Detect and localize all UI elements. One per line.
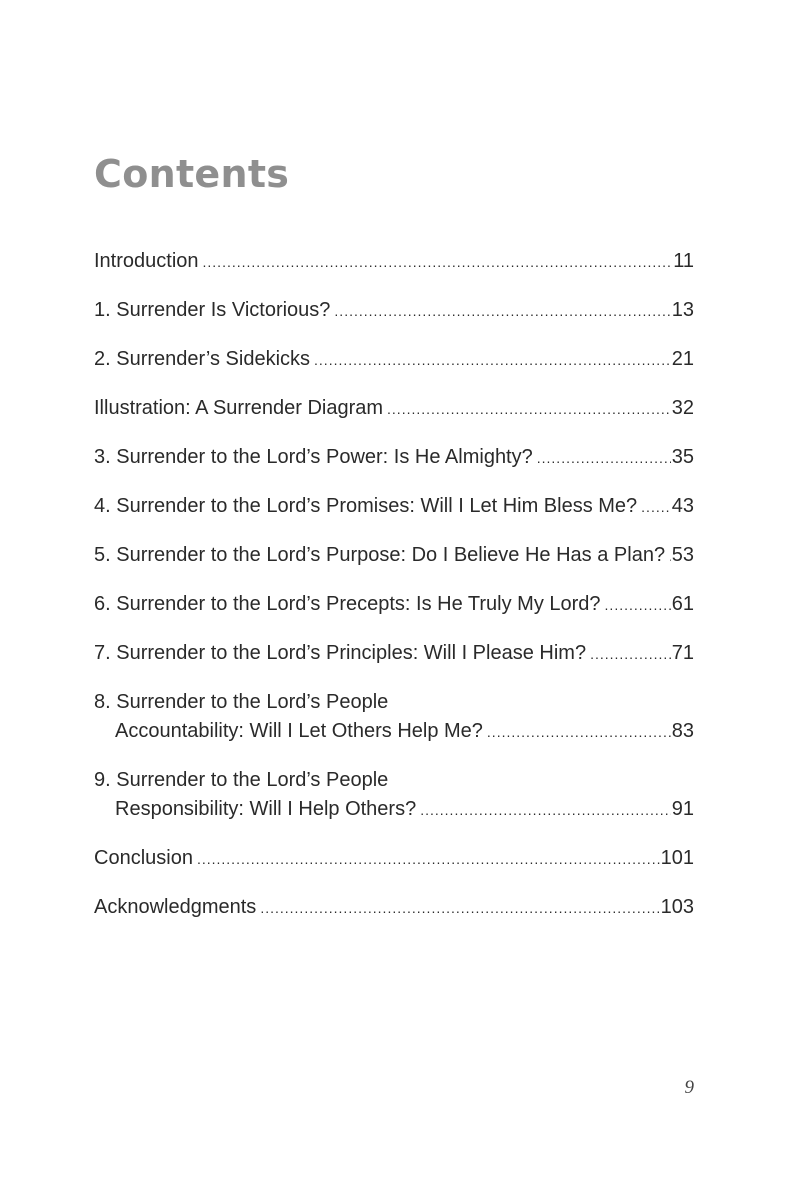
toc-entry-chapter-8[interactable] — [94, 688, 694, 747]
toc-entry-chapter-2[interactable] — [94, 345, 694, 375]
toc-entry-page: 71 — [671, 642, 694, 664]
contents-heading: Contents — [94, 152, 290, 196]
dot-leader — [487, 718, 671, 747]
toc-entry-title: 6. Surrender to the Lord’s Precepts: Is He Truly My Lord? — [94, 593, 601, 615]
dot-leader — [260, 894, 659, 923]
dot-leader — [420, 796, 671, 825]
dot-leader — [590, 640, 671, 669]
toc-entry-page: 21 — [671, 348, 694, 370]
toc-entry-page: 61 — [671, 593, 694, 615]
dot-leader — [334, 297, 670, 326]
toc-entry-page: 43 — [671, 495, 694, 517]
toc-entry-chapter-7[interactable] — [94, 639, 694, 669]
dot-leader — [387, 395, 671, 424]
toc-entry-title: 2. Surrender’s Sidekicks — [94, 348, 311, 370]
toc-entry-page: 53 — [671, 544, 694, 566]
toc-entry-acknowledgments[interactable] — [94, 893, 694, 923]
dot-leader — [669, 542, 671, 571]
toc-entry-title: 1. Surrender Is Victorious? — [94, 299, 331, 321]
dot-leader — [197, 845, 660, 874]
toc-entry-introduction[interactable] — [94, 247, 694, 277]
toc-entry-title: 7. Surrender to the Lord’s Principles: Will I Please Him? — [94, 642, 587, 664]
toc-entry-chapter-3[interactable] — [94, 443, 694, 473]
toc-entry-chapter-6[interactable] — [94, 590, 694, 620]
toc-entry-title: 5. Surrender to the Lord’s Purpose: Do I Believe He Has a Plan? — [94, 544, 666, 566]
dot-leader — [314, 346, 671, 375]
toc-entry-page: 32 — [671, 397, 694, 419]
toc-entry-chapter-4[interactable] — [94, 492, 694, 522]
toc-entry-chapter-9[interactable] — [94, 766, 694, 825]
toc-entry-subtitle: Accountability: Will I Let Others Help Me? — [115, 720, 483, 742]
toc-entry-title: Conclusion — [94, 847, 193, 869]
toc-entry-page: 35 — [671, 446, 694, 468]
toc-entry-page: 101 — [660, 847, 694, 869]
toc-entry-title: 9. Surrender to the Lord’s People — [94, 769, 389, 791]
dot-leader — [605, 591, 671, 620]
dot-leader — [203, 248, 673, 277]
toc-entry-chapter-5[interactable] — [94, 541, 694, 571]
table-of-contents — [94, 247, 694, 942]
page-number: 9 — [684, 1077, 694, 1098]
toc-entry-title: 4. Surrender to the Lord’s Promises: Will I Let Him Bless Me? — [94, 495, 638, 517]
toc-entry-conclusion[interactable] — [94, 844, 694, 874]
toc-entry-page: 91 — [671, 798, 694, 820]
toc-entry-page: 11 — [673, 250, 694, 272]
toc-entry-page: 13 — [671, 299, 694, 321]
dot-leader — [641, 493, 671, 522]
toc-entry-illustration[interactable] — [94, 394, 694, 424]
toc-entry-title: 8. Surrender to the Lord’s People — [94, 691, 389, 713]
toc-entry-title: Introduction — [94, 250, 199, 272]
toc-entry-page: 103 — [660, 896, 694, 918]
toc-entry-chapter-1[interactable] — [94, 296, 694, 326]
dot-leader — [537, 444, 671, 473]
toc-entry-page: 83 — [671, 720, 694, 742]
toc-entry-subtitle: Responsibility: Will I Help Others? — [115, 798, 417, 820]
toc-entry-title: Acknowledgments — [94, 896, 257, 918]
toc-entry-title: Illustration: A Surrender Diagram — [94, 397, 384, 419]
toc-entry-title: 3. Surrender to the Lord’s Power: Is He Almighty? — [94, 446, 533, 468]
